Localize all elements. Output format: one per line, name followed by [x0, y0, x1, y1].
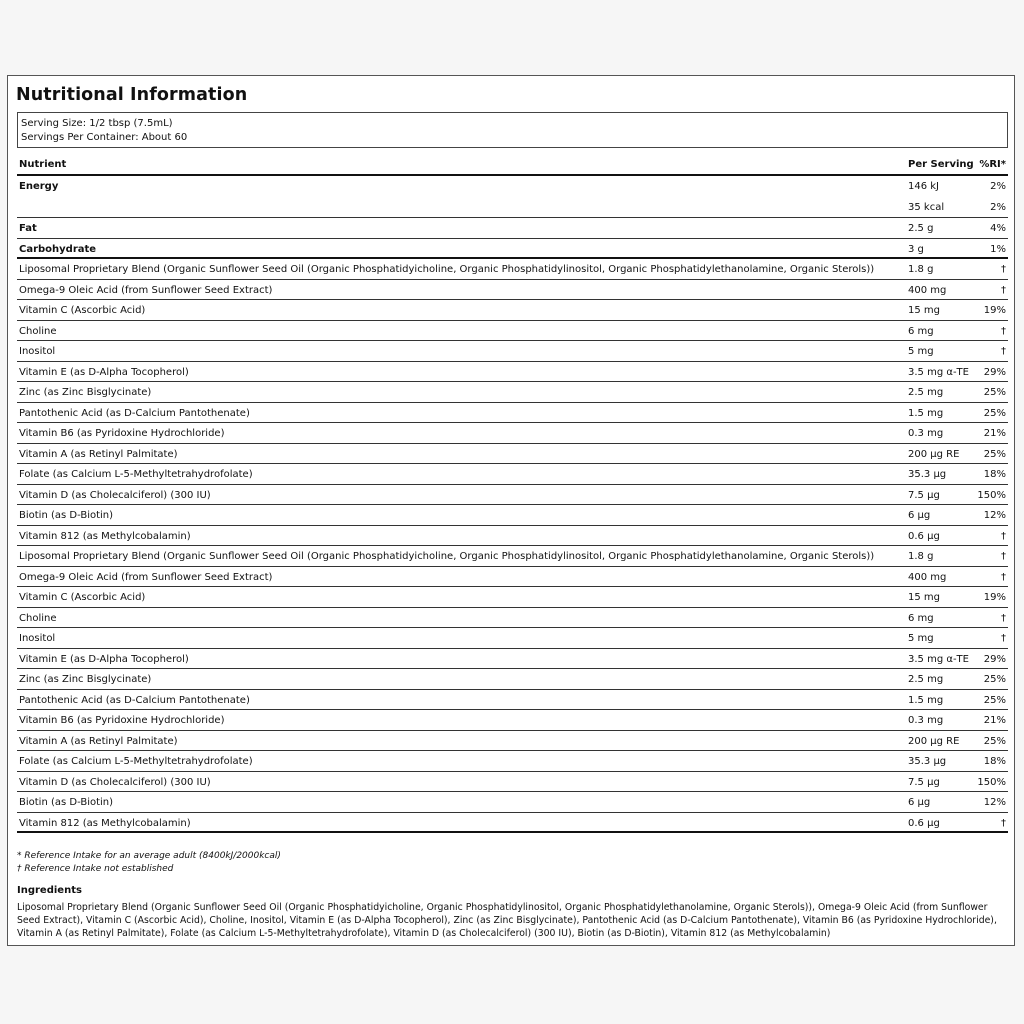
nutrient-name: Vitamin A (as Retinyl Palmitate)	[19, 735, 178, 747]
nutrition-table	[17, 154, 1008, 833]
serving-size: Serving Size: 1/2 tbsp (7.5mL)	[21, 118, 173, 129]
nutrient-name: Omega-9 Oleic Acid (from Sunflower Seed Extract)	[19, 571, 273, 583]
table-row	[17, 567, 1008, 588]
nutrient-name: Vitamin C (Ascorbic Acid)	[19, 592, 146, 603]
table-row	[17, 382, 1008, 403]
nutrient-name: Vitamin D (as Cholecalciferol) (300 IU)	[19, 489, 211, 501]
table-row	[17, 444, 1008, 465]
nutrient-ri: 18%	[983, 756, 1006, 767]
nutrient-amount: 35.3 µg	[908, 469, 947, 480]
table-row	[17, 772, 1008, 793]
nutrient-name: Vitamin D (as Cholecalciferol) (300 IU)	[19, 776, 211, 788]
table-row	[17, 423, 1008, 444]
nutrient-name: Vitamin B6 (as Pyridoxine Hydrochloride)	[19, 428, 225, 439]
nutrient-name: Folate (as Calcium L-5-Methyltetrahydrofolate)	[19, 469, 253, 480]
nutrient-amount: 0.3 mg	[908, 715, 944, 726]
nutrition-panel	[7, 75, 1015, 946]
nutrient-name: Folate (as Calcium L-5-Methyltetrahydrofolate)	[19, 756, 253, 767]
nutrient-name: Vitamin E (as D-Alpha Tocopherol)	[19, 653, 189, 665]
energy-kj: 146 kJ	[908, 181, 940, 192]
table-row	[17, 300, 1008, 321]
nutrient-ri: 150%	[977, 776, 1006, 788]
nutrient-name: Pantothenic Acid (as D-Calcium Pantothenate)	[19, 694, 250, 706]
nutrient-ri: †	[1001, 325, 1006, 337]
table-row	[17, 710, 1008, 731]
carbohydrate-ri: 1%	[990, 243, 1006, 255]
table-row	[17, 587, 1008, 608]
nutrient-name: Liposomal Proprietary Blend (Organic Sunflower Seed Oil (Organic Phosphatidyicholine, Organic Phosphatidylinositol, Organic Phosphatidylethanolamine, Organic Sterols))	[19, 264, 875, 275]
header-per-serving: Per Serving	[908, 159, 974, 170]
table-row	[17, 690, 1008, 711]
nutrient-ri: 25%	[983, 735, 1006, 747]
table-row	[17, 628, 1008, 649]
nutrient-ri: 19%	[983, 305, 1006, 316]
nutrient-name: Vitamin C (Ascorbic Acid)	[19, 305, 146, 316]
nutrient-amount: 1.5 mg	[908, 694, 944, 706]
nutrient-amount: 5 mg	[908, 346, 934, 357]
nutrient-amount: 15 mg	[908, 305, 940, 316]
fat-ri: 4%	[990, 223, 1006, 234]
page-title: Nutritional Information	[16, 85, 248, 105]
table-row	[17, 259, 1008, 280]
nutrient-name: Biotin (as D-Biotin)	[19, 510, 114, 521]
nutrient-name: Choline	[19, 325, 57, 337]
nutrient-amount: 1.8 g	[908, 264, 934, 275]
nutrient-ri: 29%	[983, 653, 1006, 665]
fat-amount: 2.5 g	[908, 223, 934, 234]
nutrient-ri: †	[1001, 633, 1006, 644]
fat-row	[17, 218, 1008, 239]
nutrient-amount: 6 mg	[908, 612, 934, 624]
nutrient-amount: 0.6 µg	[908, 817, 940, 829]
nutrient-ri: 12%	[983, 510, 1006, 521]
nutrient-amount: 1.8 g	[908, 551, 934, 562]
table-row	[17, 526, 1008, 547]
nutrient-ri: †	[1001, 817, 1006, 829]
carbohydrate-row	[17, 239, 1008, 260]
fat-label: Fat	[19, 223, 37, 234]
energy-kj-ri: 2%	[990, 181, 1006, 192]
nutrient-ri: 21%	[983, 715, 1006, 726]
nutrient-amount: 3.5 mg α-TE	[908, 366, 969, 378]
table-row	[17, 649, 1008, 670]
carbohydrate-label: Carbohydrate	[19, 243, 97, 255]
nutrient-amount: 15 mg	[908, 592, 940, 603]
nutrient-ri: 25%	[983, 448, 1006, 460]
nutrient-name: Biotin (as D-Biotin)	[19, 797, 114, 808]
nutrient-name: Inositol	[19, 346, 56, 357]
serving-info-box	[17, 112, 1008, 148]
nutrient-name: Vitamin A (as Retinyl Palmitate)	[19, 448, 178, 460]
table-row	[17, 341, 1008, 362]
nutrient-ri: 25%	[983, 407, 1006, 419]
nutrient-name: Pantothenic Acid (as D-Calcium Pantothenate)	[19, 407, 250, 419]
nutrient-ri: 18%	[983, 469, 1006, 480]
carbohydrate-amount: 3 g	[908, 243, 924, 255]
table-row	[17, 362, 1008, 383]
nutrient-name: Zinc (as Zinc Bisglycinate)	[19, 674, 152, 685]
nutrient-name: Omega-9 Oleic Acid (from Sunflower Seed Extract)	[19, 284, 273, 296]
nutrient-ri: 29%	[983, 366, 1006, 378]
table-row	[17, 505, 1008, 526]
nutrient-amount: 200 µg RE	[908, 735, 960, 747]
nutrient-ri: †	[1001, 571, 1006, 583]
table-row	[17, 608, 1008, 629]
nutrient-name: Choline	[19, 612, 57, 624]
nutrient-amount: 7.5 µg	[908, 489, 940, 501]
footnotes	[17, 850, 281, 876]
footnote-not-established: † Reference Intake not established	[17, 864, 174, 874]
nutrient-ri: †	[1001, 612, 1006, 624]
nutrient-amount: 6 mg	[908, 325, 934, 337]
table-row	[17, 321, 1008, 342]
energy-label: Energy	[19, 181, 59, 192]
header-nutrient: Nutrient	[19, 159, 67, 170]
nutrient-ri: 25%	[983, 694, 1006, 706]
nutrient-amount: 6 µg	[908, 510, 931, 521]
nutrient-ri: †	[1001, 346, 1006, 357]
nutrient-amount: 200 µg RE	[908, 448, 960, 460]
nutrient-name: Zinc (as Zinc Bisglycinate)	[19, 387, 152, 398]
nutrient-name: Vitamin E (as D-Alpha Tocopherol)	[19, 366, 189, 378]
energy-row	[17, 176, 1008, 218]
nutrient-ri: †	[1001, 530, 1006, 542]
ingredients-title: Ingredients	[17, 885, 82, 896]
nutrient-ri: †	[1001, 284, 1006, 296]
nutrient-amount: 3.5 mg α-TE	[908, 653, 969, 665]
nutrient-amount: 5 mg	[908, 633, 934, 644]
table-row	[17, 751, 1008, 772]
ingredients-text: Liposomal Proprietary Blend (Organic Sunflower Seed Oil (Organic Phosphatidyicholine, Organic Phosphatidylinositol, Organic Phosphatidylethanolamine, Organic Sterols)), Omega-9 Oleic Acid (from Sunflower Seed Extract), Vitamin C (Ascorbic Acid), Choline, Inositol, Vitamin E (as D-Alpha Tocopherol), Zinc (as Zinc Bisglycinate), Pantothenic Acid (as D-Calcium Pantothenate), Vitamin B6 (as Pyridoxine Hydrochloride), Vitamin A (as Retinyl Palmitate), Folate (as Calcium L-5-Methyltetrahydrofolate), Vitamin D (as Cholecalciferol) (300 IU), Biotin (as D-Biotin), Vitamin 812 (as Methylcobalamin)	[17, 902, 997, 939]
table-row	[17, 731, 1008, 752]
nutrient-ri: †	[1001, 264, 1006, 275]
nutrient-amount: 400 mg	[908, 571, 947, 583]
nutrient-amount: 0.6 µg	[908, 530, 940, 542]
nutrient-ri: 150%	[977, 489, 1006, 501]
table-row	[17, 813, 1008, 834]
nutrient-name: Vitamin 812 (as Methylcobalamin)	[19, 530, 191, 542]
table-row	[17, 464, 1008, 485]
table-row	[17, 546, 1008, 567]
nutrient-name: Vitamin B6 (as Pyridoxine Hydrochloride)	[19, 715, 225, 726]
nutrient-amount: 2.5 mg	[908, 674, 944, 685]
servings-per-container: Servings Per Container: About 60	[21, 131, 188, 143]
nutrient-amount: 1.5 mg	[908, 407, 944, 419]
nutrient-rows	[17, 259, 1008, 833]
nutrient-amount: 0.3 mg	[908, 428, 944, 439]
nutrient-name: Liposomal Proprietary Blend (Organic Sunflower Seed Oil (Organic Phosphatidyicholine, Organic Phosphatidylinositol, Organic Phosphatidylethanolamine, Organic Sterols))	[19, 551, 875, 562]
footnote-reference: * Reference Intake for an average adult (8400kJ/2000kcal)	[17, 851, 281, 861]
table-row	[17, 669, 1008, 690]
nutrient-ri: 25%	[983, 674, 1006, 685]
table-row	[17, 403, 1008, 424]
table-row	[17, 280, 1008, 301]
nutrient-ri: 12%	[983, 797, 1006, 808]
nutrient-amount: 7.5 µg	[908, 776, 940, 788]
nutrient-ri: 21%	[983, 428, 1006, 439]
nutrient-amount: 6 µg	[908, 797, 931, 808]
energy-kcal: 35 kcal	[908, 202, 945, 213]
energy-kcal-ri: 2%	[990, 202, 1006, 213]
nutrient-ri: 19%	[983, 592, 1006, 603]
table-row	[17, 792, 1008, 813]
nutrient-amount: 2.5 mg	[908, 387, 944, 398]
nutrient-name: Inositol	[19, 633, 56, 644]
header-ri: %RI*	[979, 159, 1006, 170]
table-row	[17, 485, 1008, 506]
nutrient-amount: 400 mg	[908, 284, 947, 296]
nutrient-ri: †	[1001, 551, 1006, 562]
nutrient-amount: 35.3 µg	[908, 756, 947, 767]
table-header-row	[17, 154, 1008, 176]
nutrient-name: Vitamin 812 (as Methylcobalamin)	[19, 817, 191, 829]
nutrient-ri: 25%	[983, 387, 1006, 398]
